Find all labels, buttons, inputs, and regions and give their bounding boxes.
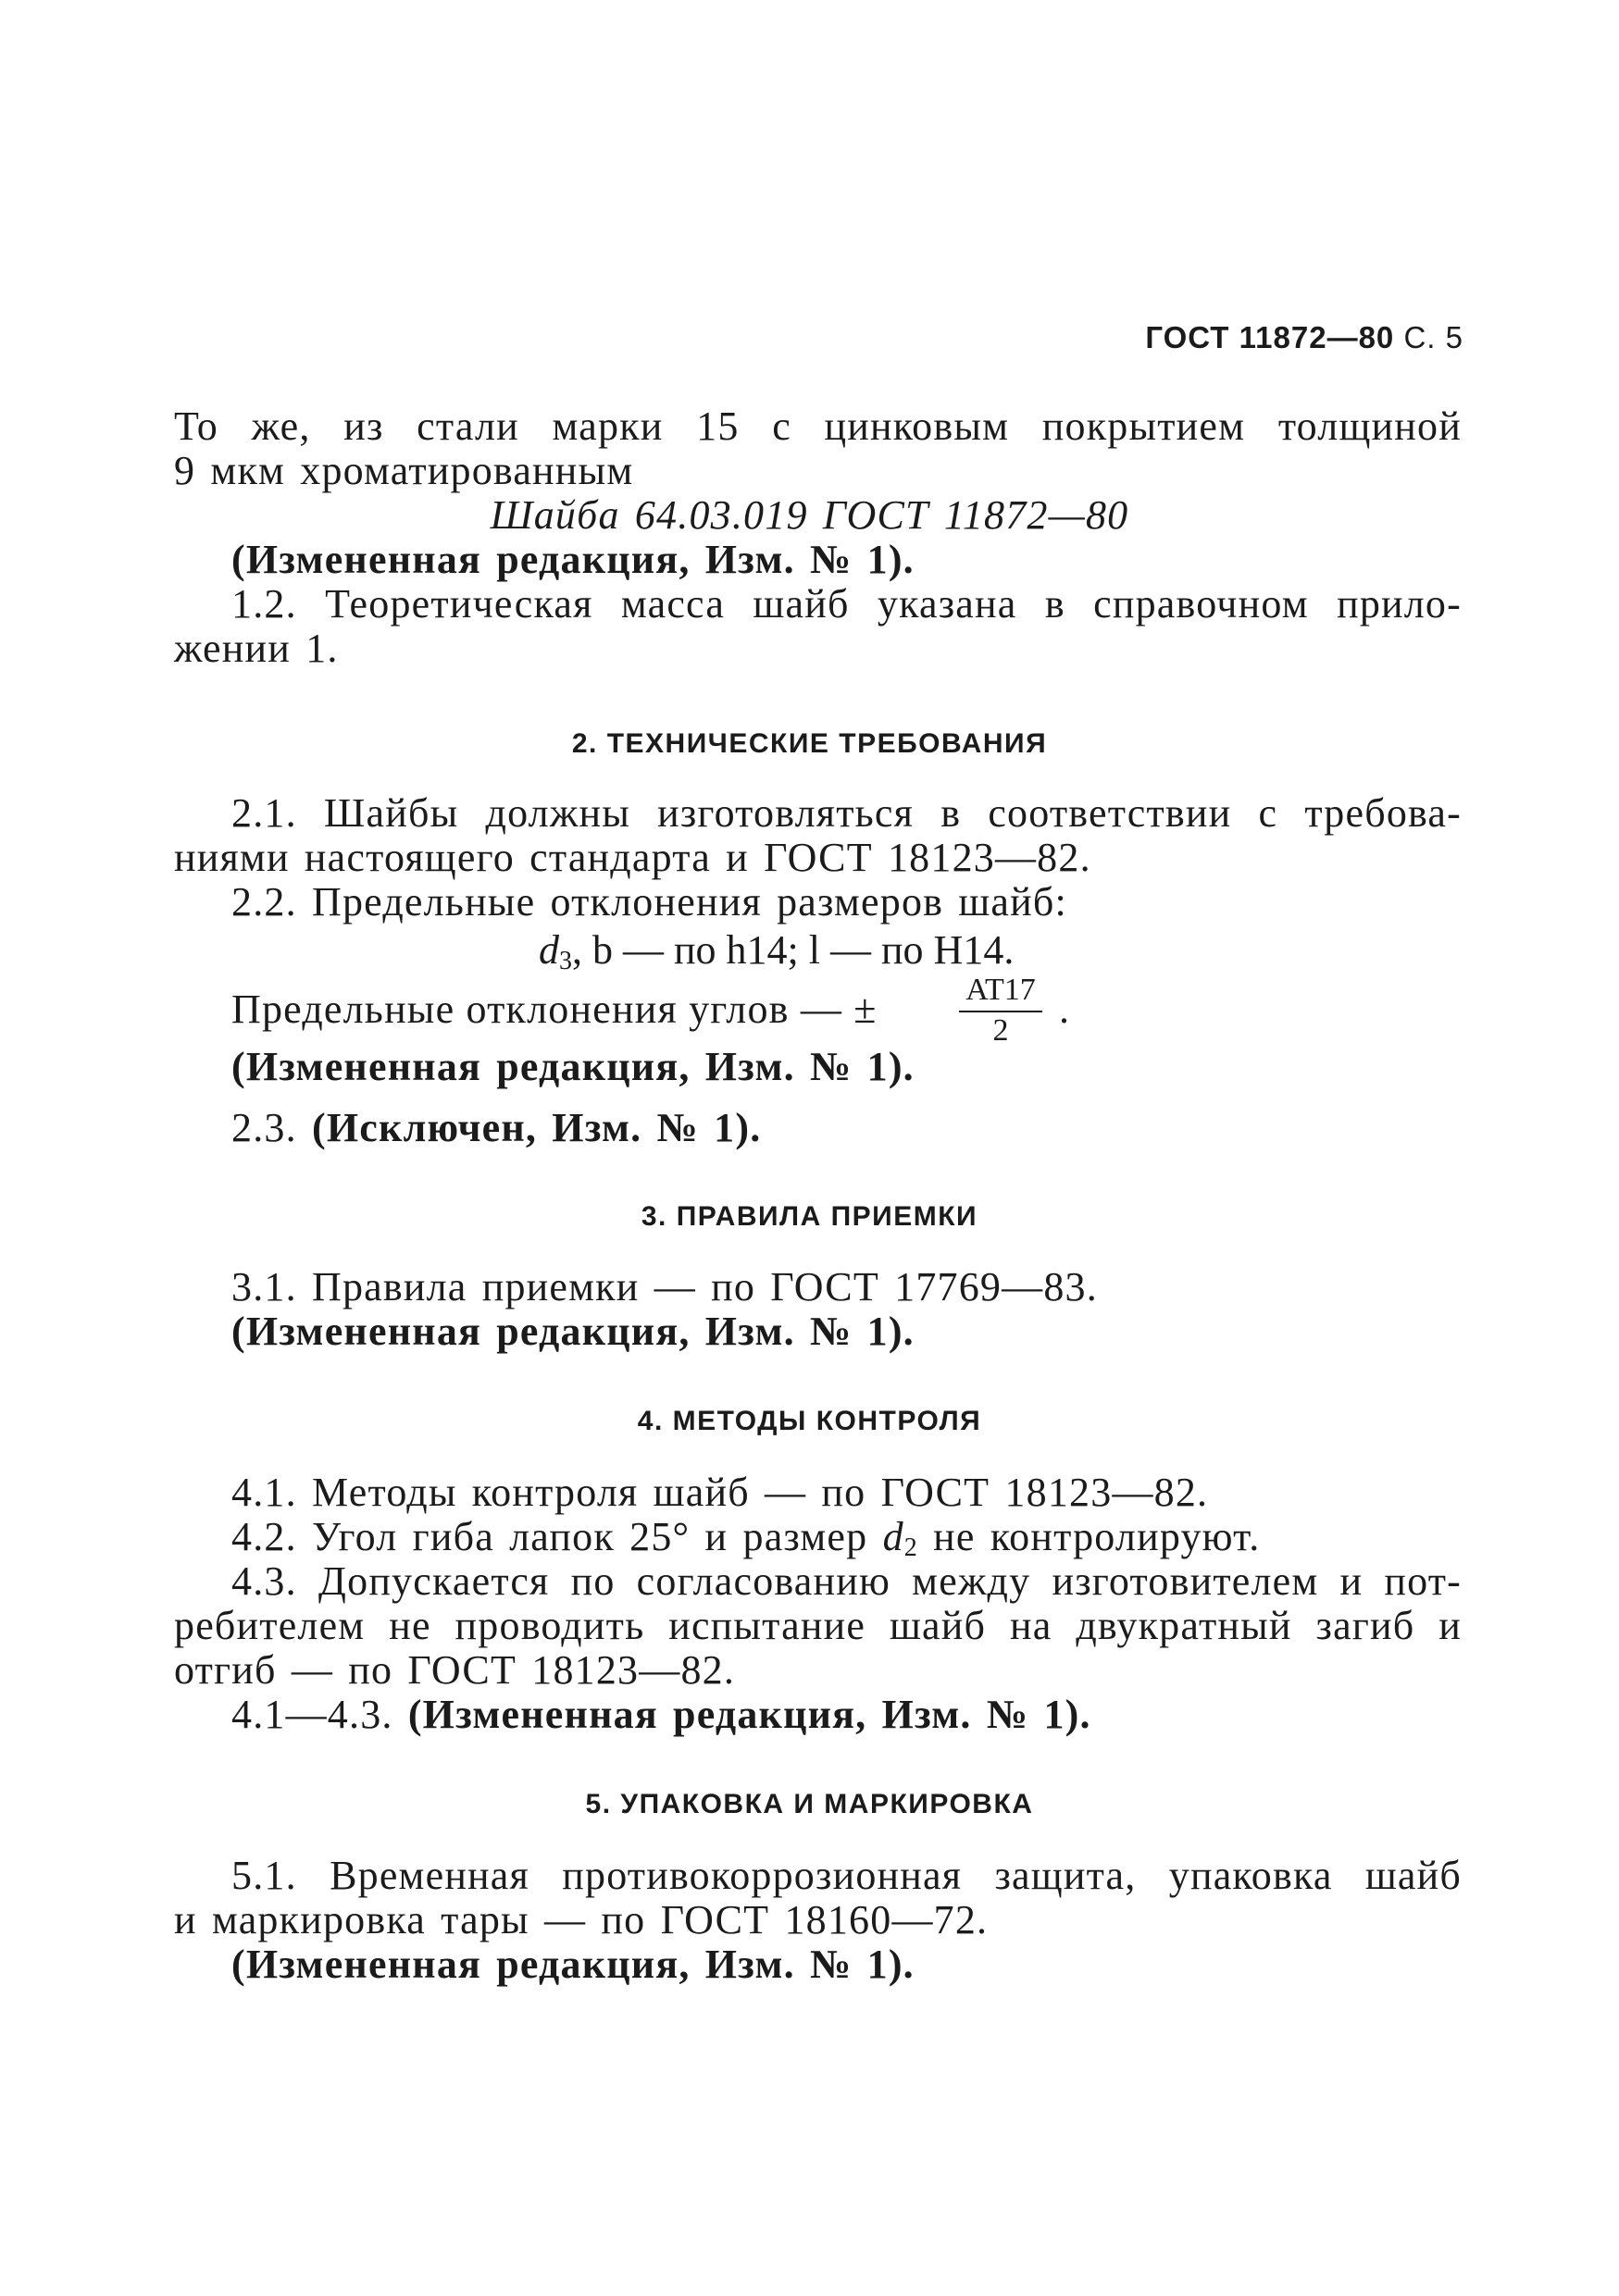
p1-2-line-2: жении 1. [174,626,339,671]
intro-line-2: 9 мкм хроматированным [174,448,634,493]
fraction-denominator: 2 [992,1013,1009,1048]
fraction-numerator: AT17 [965,973,1036,1007]
p4-2-d: d [882,1514,904,1559]
amendment-note: (Измененная редакция, Изм. № 1). [231,537,915,582]
p4-3-line-3: отгиб — по ГОСТ 18123—82. [174,1647,736,1693]
page-number: С. 5 [1403,320,1463,354]
section-heading-2: 2. ТЕХНИЧЕСКИЕ ТРЕБОВАНИЯ [571,728,1048,759]
p2-3 [231,1105,1619,1151]
p4-3-line-1: 4.3. Допускается по согласованию между изготовителем и пот- [231,1558,1462,1604]
fraction-dot: . [1059,987,1069,1032]
p2-3-number: 2.3. [231,1105,297,1150]
section-heading-4: 4. МЕТОДЫ КОНТРОЛЯ [637,1406,982,1436]
intro-line-1: То же, из стали марки 15 с цинковым покрытием толщиной [174,403,1462,449]
amendment-range: 4.1—4.3. [231,1692,393,1737]
section-heading-3: 3. ПРАВИЛА ПРИЕМКИ [641,1201,978,1232]
amendment-note: (Измененная редакция, Изм. № 1). [231,1309,915,1354]
p2-2: 2.2. Предельные отклонения размеров шайб: [231,879,1067,925]
amendment-note: (Измененная редакция, Изм. № 1). [231,1942,915,1987]
tolerance-formula [539,927,1014,985]
amendment-note: (Измененная редакция, Изм. № 1). [231,1044,915,1089]
p4-3-line-2: ребителем не проводить испытание шайб на двукратный загиб и [174,1603,1462,1648]
amendment-note: (Измененная редакция, Изм. № 1). [407,1692,1091,1737]
p2-1-line-2: ниями настоящего стандарта и ГОСТ 18123—82. [174,835,1091,880]
p4-2-text-b: не контролируют. [917,1514,1261,1559]
section-heading-5: 5. УПАКОВКА И МАРКИРОВКА [585,1789,1034,1819]
designation-example: Шайба 64.03.019 ГОСТ 11872—80 [490,492,1129,538]
formula-d: d [539,927,559,973]
angle-tolerance-text: Предельные отклонения углов — ± [231,987,878,1032]
p5-1-line-1: 5.1. Временная противокоррозионная защита, упаковка шайб [231,1853,1462,1898]
p3-1: 3.1. Правила приемки — по ГОСТ 17769—83. [231,1264,1098,1309]
p4-2-sub: 2 [903,1533,918,1562]
p2-3-text: (Исключен, Изм. № 1). [312,1105,762,1150]
p4-2-text-a: 4.2. Угол гиба лапок 25° и размер [231,1514,883,1559]
page-header [1145,320,1463,355]
amendment-4 [231,1692,1619,1738]
formula-sub: 3 [559,947,572,975]
gost-number: ГОСТ 11872—80 [1145,320,1395,354]
fraction-at17 [959,974,1042,1048]
p1-2-line-1: 1.2. Теоретическая масса шайб указана в справочном прило- [231,581,1462,627]
p2-1-line-1: 2.1. Шайбы должны изготовляться в соответствии с требова- [231,790,1462,836]
p5-1-line-2: и маркировка тары — по ГОСТ 18160—72. [174,1897,989,1942]
fraction-bar [959,1011,1042,1012]
formula-rest: , b — по h14; l — по H14. [572,927,1015,973]
p4-1: 4.1. Методы контроля шайб — по ГОСТ 18123—82. [231,1470,1209,1515]
